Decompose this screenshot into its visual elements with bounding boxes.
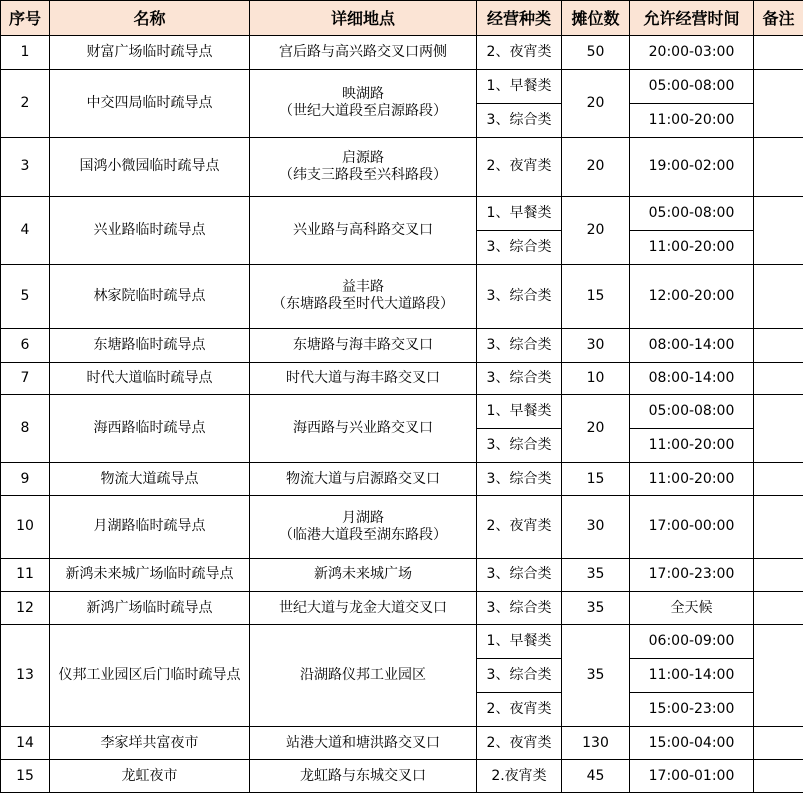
row-type-cell: 2、夜宵类	[477, 727, 562, 760]
row-address-cell	[250, 265, 477, 329]
row-hours-cell: 17:00-01:00	[630, 760, 754, 793]
row-address-cell	[250, 328, 477, 362]
row-name-cell: 海西路临时疏导点	[50, 395, 250, 463]
row-index-cell: 6	[1, 328, 50, 362]
address-line: 站港大道和塘洪路交叉口	[286, 734, 440, 751]
address-line: 兴业路与高科路交叉口	[293, 222, 433, 239]
row-stalls-cell: 130	[562, 727, 630, 760]
address-line: 东塘路与海丰路交叉口	[293, 336, 433, 353]
row-type-cell: 1、早餐类	[477, 625, 562, 659]
row-name-cell: 中交四局临时疏导点	[50, 69, 250, 137]
row-stalls-cell: 50	[562, 36, 630, 70]
row-name-cell: 国鸿小微园临时疏导点	[50, 137, 250, 197]
row-note-cell	[754, 496, 803, 559]
row-note-cell	[754, 727, 803, 760]
row-stalls-cell: 35	[562, 558, 630, 591]
table-row	[1, 36, 803, 70]
table-row	[1, 760, 803, 793]
row-hours-cell: 08:00-14:00	[630, 328, 754, 362]
row-type-cell: 3、综合类	[477, 659, 562, 693]
header-cell-name: 名称	[50, 1, 250, 36]
row-index-cell: 14	[1, 727, 50, 760]
row-stalls-cell: 30	[562, 496, 630, 559]
row-note-cell	[754, 591, 803, 625]
table-row	[1, 395, 803, 429]
row-type-cell: 3、综合类	[477, 103, 562, 137]
row-hours-cell: 15:00-04:00	[630, 727, 754, 760]
row-note-cell	[754, 760, 803, 793]
address-line: （东塘路段至时代大道路段）	[272, 296, 454, 313]
row-index-cell: 1	[1, 36, 50, 70]
table-row	[1, 496, 803, 559]
address-line: 月湖路	[342, 509, 384, 526]
row-type-cell: 3、综合类	[477, 591, 562, 625]
address-line: 物流大道与启源路交叉口	[286, 470, 440, 487]
row-note-cell	[754, 362, 803, 395]
row-name-cell: 东塘路临时疏导点	[50, 328, 250, 362]
row-note-cell	[754, 395, 803, 463]
row-index-cell: 3	[1, 137, 50, 197]
row-note-cell	[754, 328, 803, 362]
address-line: 龙虹路与东城交叉口	[300, 767, 426, 784]
row-name-cell: 李家垟共富夜市	[50, 727, 250, 760]
address-line: 启源路	[342, 149, 384, 166]
row-hours-cell: 11:00-20:00	[630, 231, 754, 265]
row-hours-cell: 17:00-00:00	[630, 496, 754, 559]
address-line: 时代大道与海丰路交叉口	[286, 370, 440, 386]
row-address-cell	[250, 362, 477, 395]
header-cell-hours: 允许经营时间	[630, 1, 754, 36]
row-name-cell: 时代大道临时疏导点	[50, 362, 250, 395]
row-type-cell: 1、早餐类	[477, 69, 562, 103]
row-type-cell: 3、综合类	[477, 558, 562, 591]
row-note-cell	[754, 625, 803, 727]
row-name-cell: 新鸿广场临时疏导点	[50, 591, 250, 625]
row-address-cell	[250, 197, 477, 265]
row-hours-cell: 11:00-20:00	[630, 103, 754, 137]
row-name-cell: 物流大道疏导点	[50, 463, 250, 496]
row-name-cell: 兴业路临时疏导点	[50, 197, 250, 265]
table-row	[1, 197, 803, 231]
table-row	[1, 137, 803, 197]
row-address-cell	[250, 625, 477, 727]
row-index-cell: 15	[1, 760, 50, 793]
row-note-cell	[754, 36, 803, 70]
row-name-cell: 月湖路临时疏导点	[50, 496, 250, 559]
header-cell-note: 备注	[754, 1, 803, 36]
row-note-cell	[754, 265, 803, 329]
row-name-cell: 林家院临时疏导点	[50, 265, 250, 329]
row-address-cell	[250, 395, 477, 463]
row-stalls-cell: 20	[562, 197, 630, 265]
row-hours-cell: 17:00-23:00	[630, 558, 754, 591]
header-row	[1, 1, 803, 36]
address-line: 世纪大道与龙金大道交叉口	[279, 599, 447, 616]
row-stalls-cell: 15	[562, 463, 630, 496]
row-stalls-cell: 35	[562, 591, 630, 625]
address-line: 宫后路与高兴路交叉口两侧	[279, 43, 447, 60]
row-address-cell	[250, 496, 477, 559]
row-name-cell: 仪邦工业园区后门临时疏导点	[50, 625, 250, 727]
row-hours-cell: 全天候	[630, 591, 754, 625]
address-line: 海西路与兴业路交叉口	[293, 420, 433, 437]
row-hours-cell: 12:00-20:00	[630, 265, 754, 329]
row-type-cell: 1、早餐类	[477, 395, 562, 429]
table-row	[1, 362, 803, 395]
row-hours-cell: 11:00-20:00	[630, 463, 754, 496]
row-type-cell: 3、综合类	[477, 265, 562, 329]
row-stalls-cell: 30	[562, 328, 630, 362]
table-body	[1, 36, 803, 793]
row-address-cell	[250, 558, 477, 591]
row-note-cell	[754, 463, 803, 496]
row-stalls-cell: 45	[562, 760, 630, 793]
row-index-cell: 2	[1, 69, 50, 137]
row-type-cell: 2、夜宵类	[477, 693, 562, 727]
row-index-cell: 12	[1, 591, 50, 625]
row-type-cell: 3、综合类	[477, 231, 562, 265]
row-hours-cell: 05:00-08:00	[630, 395, 754, 429]
table-row	[1, 463, 803, 496]
table-row	[1, 265, 803, 329]
row-address-cell	[250, 727, 477, 760]
row-address-cell	[250, 36, 477, 70]
row-hours-cell: 20:00-03:00	[630, 36, 754, 70]
row-index-cell: 5	[1, 265, 50, 329]
header-cell-index: 序号	[1, 1, 50, 36]
row-hours-cell: 11:00-14:00	[630, 659, 754, 693]
header-cell-address: 详细地点	[250, 1, 477, 36]
row-index-cell: 8	[1, 395, 50, 463]
row-index-cell: 4	[1, 197, 50, 265]
address-line: （临港大道段至湖东路段）	[279, 526, 447, 543]
row-stalls-cell: 35	[562, 625, 630, 727]
row-stalls-cell: 15	[562, 265, 630, 329]
row-note-cell	[754, 558, 803, 591]
row-stalls-cell: 20	[562, 69, 630, 137]
row-hours-cell: 08:00-14:00	[630, 362, 754, 395]
row-note-cell	[754, 69, 803, 137]
table-row	[1, 328, 803, 362]
row-hours-cell: 06:00-09:00	[630, 625, 754, 659]
header-cell-stalls: 摊位数	[562, 1, 630, 36]
address-line: 新鸿未来城广场	[314, 566, 412, 583]
address-line: （世纪大道段至启源路段）	[279, 103, 447, 120]
row-hours-cell: 05:00-08:00	[630, 197, 754, 231]
table-row	[1, 591, 803, 625]
header-cell-type: 经营种类	[477, 1, 562, 36]
row-address-cell	[250, 591, 477, 625]
row-name-cell: 新鸿未来城广场临时疏导点	[50, 558, 250, 591]
table-row	[1, 69, 803, 103]
address-line: 益丰路	[342, 279, 384, 296]
table-row	[1, 625, 803, 659]
row-type-cell: 2、夜宵类	[477, 36, 562, 70]
row-name-cell: 财富广场临时疏导点	[50, 36, 250, 70]
row-hours-cell: 15:00-23:00	[630, 693, 754, 727]
row-hours-cell: 19:00-02:00	[630, 137, 754, 197]
row-type-cell: 2.夜宵类	[477, 760, 562, 793]
row-type-cell: 3、综合类	[477, 429, 562, 463]
row-index-cell: 7	[1, 362, 50, 395]
row-stalls-cell: 20	[562, 395, 630, 463]
row-address-cell	[250, 137, 477, 197]
row-index-cell: 13	[1, 625, 50, 727]
address-line: 沿湖路仪邦工业园区	[300, 667, 426, 684]
row-stalls-cell: 20	[562, 137, 630, 197]
row-type-cell: 2、夜宵类	[477, 137, 562, 197]
row-note-cell	[754, 137, 803, 197]
row-address-cell	[250, 760, 477, 793]
address-line: （纬支三路段至兴科路段）	[279, 166, 447, 183]
row-address-cell	[250, 463, 477, 496]
row-name-cell: 龙虹夜市	[50, 760, 250, 793]
row-address-cell	[250, 69, 477, 137]
row-hours-cell: 05:00-08:00	[630, 69, 754, 103]
row-type-cell: 3、综合类	[477, 463, 562, 496]
row-type-cell: 3、综合类	[477, 362, 562, 395]
table-row	[1, 558, 803, 591]
row-index-cell: 10	[1, 496, 50, 559]
row-stalls-cell: 10	[562, 362, 630, 395]
table-row	[1, 727, 803, 760]
row-type-cell: 3、综合类	[477, 328, 562, 362]
row-index-cell: 9	[1, 463, 50, 496]
row-type-cell: 2、夜宵类	[477, 496, 562, 559]
row-note-cell	[754, 197, 803, 265]
row-index-cell: 11	[1, 558, 50, 591]
row-type-cell: 1、早餐类	[477, 197, 562, 231]
address-line: 映湖路	[342, 86, 384, 103]
row-hours-cell: 11:00-20:00	[630, 429, 754, 463]
